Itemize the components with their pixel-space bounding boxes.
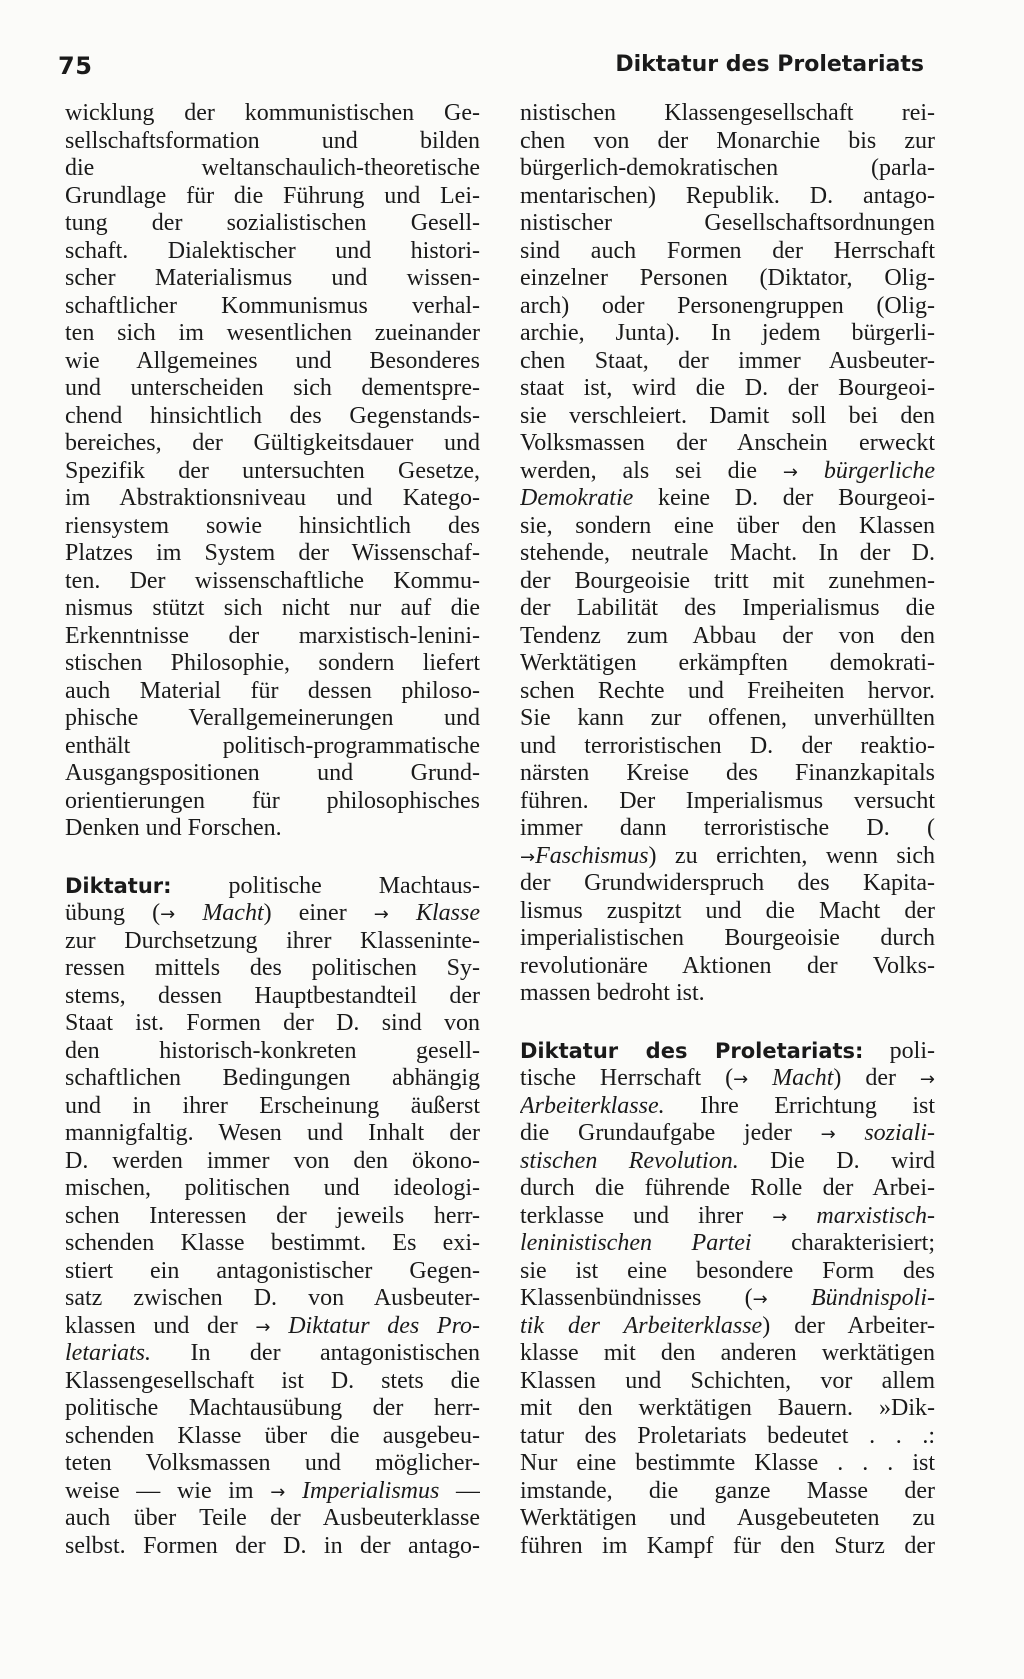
text-line: einzelner Personen (Diktator, Olig-: [520, 265, 935, 291]
text-line: und unterscheiden sich dementspre-: [65, 375, 480, 401]
arrow-icon: →: [373, 904, 389, 925]
entry-line: durch die führende Rolle der Arbei-: [520, 1175, 935, 1201]
text-line: orientierungen für philosophisches: [65, 787, 480, 814]
entry-line: charakterisiert;: [751, 1230, 935, 1256]
text-line: schenden Klasse über die ausgebeu-: [65, 1422, 480, 1449]
arrow-icon: →: [520, 846, 536, 868]
entry-line: klassen und der: [65, 1312, 238, 1339]
text-line: Klassen und Schichten, vor allem: [520, 1367, 935, 1394]
entry-line: ) zu errichten, wenn sich: [648, 842, 935, 869]
text-line: schaftlichen Bedingungen abhängig: [65, 1065, 480, 1091]
text-line: teten Volksmassen und möglicher-: [65, 1450, 480, 1476]
text-line: der Bourgeoisie tritt mit zunehmen-: [520, 567, 935, 594]
text-line: Nur eine bestimmte Klasse . . . ist: [520, 1450, 935, 1476]
text-line: schen Interessen der jeweils herr-: [65, 1202, 480, 1229]
text-line: ten sich im wesentlichen zueinander: [65, 320, 480, 346]
text-line: Spezifik der untersuchten Gesetze,: [65, 457, 480, 484]
text-line: Erkenntnisse der marxistisch-lenini-: [65, 622, 480, 649]
text-line: und terroristischen D. der reaktio-: [520, 732, 935, 759]
text-line: Volksmassen der Anschein erweckt: [520, 430, 935, 456]
text-line: mannigfaltig. Wesen und Inhalt der: [65, 1120, 480, 1146]
text-line: auch Material für dessen philoso-: [65, 677, 480, 704]
text-line: zur Durchsetzung ihrer Klasseninte-: [65, 927, 480, 954]
text-line: die weltanschaulich-theoretische: [65, 155, 480, 181]
entry-line: tische Herrschaft (: [520, 1065, 734, 1091]
text-line: klasse mit den anderen werktätigen: [520, 1340, 935, 1366]
entry-line: Klassenbündnisses (: [520, 1285, 753, 1311]
entry-line: poli-: [863, 1037, 935, 1064]
arrow-icon: →: [820, 1124, 836, 1145]
text-line: politische Machtausübung der herr-: [65, 1395, 480, 1421]
text-line: chend hinsichtlich des Gegenstands-: [65, 402, 480, 429]
right-intro-text: [520, 100, 935, 458]
cross-ref-partei-cont[interactable]: leninistischen Partei: [520, 1230, 752, 1256]
text-line: ten. Der wissenschaftliche Kommu-: [65, 567, 480, 594]
text-line: mentarischen) Republik. D. antago-: [520, 182, 935, 209]
text-line: immer dann terroristische D. (: [520, 815, 935, 841]
text-line: Tendenz zum Abbau der von den: [520, 622, 935, 649]
entry-line: Ihre Errichtung ist: [664, 1092, 935, 1119]
cross-ref-sozialistische-revolution-cont[interactable]: stischen Revolution.: [520, 1147, 739, 1174]
text-line: arch) oder Personengruppen (Olig-: [520, 292, 935, 319]
text-line: D. werden immer von den ökono-: [65, 1147, 480, 1174]
arrow-icon: →: [919, 1069, 935, 1090]
text-line: imperialistischen Bourgeoisie durch: [520, 925, 935, 951]
right-text: [520, 513, 935, 843]
entry-text: [65, 928, 480, 1313]
text-line: tatur des Proletariats bedeutet . . .:: [520, 1422, 935, 1449]
text-line: ressen mittels des politischen Sy-: [65, 955, 480, 981]
left-column: [65, 100, 480, 1560]
cross-ref-diktatur-des-proletariats[interactable]: Diktatur des Pro-: [288, 1312, 480, 1339]
text-line: der Grundwiderspruch des Kapita-: [520, 870, 935, 896]
text-line: närsten Kreise des Finanzkapitals: [520, 760, 935, 786]
text-line: führen. Der Imperialismus versucht: [520, 787, 935, 814]
text-line: Platzes im System der Wissenschaf-: [65, 540, 480, 566]
cross-ref-buendnispolitik-cont[interactable]: tik der Arbeiterklasse: [520, 1312, 763, 1339]
entry-text: [65, 1368, 480, 1478]
arrow-icon: →: [160, 904, 176, 925]
arrow-icon: →: [772, 1206, 788, 1228]
entry-line: ) der Arbeiter-: [762, 1312, 935, 1339]
cross-ref-faschismus[interactable]: Faschismus: [535, 842, 649, 869]
text-line: Werktätigen erkämpften demokrati-: [520, 650, 935, 676]
text-line: Klassengesellschaft ist D. stets die: [65, 1367, 480, 1394]
right-column: [520, 100, 935, 1560]
cross-ref-buergerliche-demokratie-cont[interactable]: Demokratie: [520, 485, 634, 511]
text-line: massen bedroht ist.: [520, 980, 705, 1006]
running-title: Diktatur des Proletariats: [615, 52, 924, 77]
text-line: stems, dessen Hauptbestandteil der: [65, 982, 480, 1009]
text-line: den historisch-konkreten gesell-: [65, 1037, 480, 1064]
text-line: bürgerlich-demokratischen (parla-: [520, 155, 935, 181]
entry-line: ) der: [833, 1065, 896, 1091]
left-intro-text: [65, 100, 480, 843]
text-line: chen von der Monarchie bis zur: [520, 127, 935, 154]
entry-line: terklasse und ihrer: [520, 1202, 744, 1229]
text-line: Ausgangspositionen und Grund-: [65, 760, 480, 786]
arrow-icon: →: [270, 1481, 286, 1503]
text-line: Denken und Forschen.: [65, 815, 282, 841]
text-line: sie verschleiert. Damit soll bei den: [520, 402, 935, 429]
text-line: stehende, neutrale Macht. In der D.: [520, 540, 935, 566]
text-line: staat ist, wird die D. der Bourgeoi-: [520, 375, 935, 401]
cross-ref-imperialismus[interactable]: Imperialismus: [302, 1477, 440, 1504]
lemma-diktatur-des-proletariats: Diktatur des Proletariats:: [520, 1038, 864, 1063]
entry-line: weise — wie im: [65, 1477, 254, 1504]
text-line: schaft. Dialektischer und histori-: [65, 237, 480, 264]
lemma-diktatur: Diktatur:: [65, 873, 172, 898]
text-line: nismus stützt sich nicht nur auf die: [65, 595, 480, 621]
text-line: bereiches, der Gültigkeitsdauer und: [65, 430, 480, 456]
entry-diktatur-des-proletariats: [520, 1038, 935, 1561]
text-line: imstande, die ganze Masse der: [520, 1477, 935, 1504]
text-line: wicklung der kommunistischen Ge-: [65, 100, 480, 126]
cross-ref-diktatur-des-proletariats-cont[interactable]: letariats.: [65, 1340, 152, 1366]
text-line: im Abstraktionsniveau und Katego-: [65, 485, 480, 511]
arrow-icon: →: [752, 1289, 768, 1310]
text-line: mischen, politischen und ideologi-: [65, 1175, 480, 1201]
cross-ref-buergerliche-demokratie[interactable]: bürgerliche: [823, 457, 935, 484]
text-line: nistischen Klassengesellschaft rei-: [520, 100, 935, 126]
cross-ref-arbeiterklasse[interactable]: Arbeiterklasse.: [520, 1092, 665, 1119]
text-line: und in ihrer Erscheinung äußerst: [65, 1092, 480, 1119]
cross-ref-macht[interactable]: Macht: [772, 1065, 834, 1091]
text-line: revolutionäre Aktionen der Volks-: [520, 952, 935, 979]
text-line: phische Verallgemeinerungen und: [65, 705, 480, 731]
text-line: selbst. Formen der D. in der antago-: [65, 1532, 480, 1559]
entry-text: [65, 1505, 480, 1560]
text-line: nistischer Gesellschaftsordnungen: [520, 210, 935, 236]
text-line: riensystem sowie hinsichtlich des: [65, 512, 480, 539]
entry-line: sie ist eine besondere Form des: [520, 1257, 935, 1284]
entry-line: In der antagonistischen: [151, 1340, 480, 1366]
text-line: sie, sondern eine über den Klassen: [520, 512, 935, 539]
cross-ref-buendnispolitik[interactable]: Bündnispoli-: [811, 1285, 935, 1311]
arrow-icon: →: [255, 1316, 271, 1338]
text-line: Grundlage für die Führung und Lei-: [65, 182, 480, 209]
text-line: der Labilität des Imperialismus die: [520, 595, 935, 621]
text-line: mit den werktätigen Bauern. »Dik-: [520, 1395, 935, 1421]
cross-ref-macht[interactable]: Macht: [202, 900, 264, 926]
page-number: 75: [58, 52, 93, 80]
text-line: stiert ein antagonistischer Gegen-: [65, 1257, 480, 1284]
entry-line: ) einer: [263, 900, 347, 926]
entry-line: —: [439, 1477, 480, 1504]
text-line: satz zwischen D. von Ausbeuter-: [65, 1285, 480, 1311]
text-line: lismus zuspitzt und die Macht der: [520, 897, 935, 924]
text-line: Staat ist. Formen der D. sind von: [65, 1010, 480, 1036]
text-line: schaftlicher Kommunismus verhal-: [65, 292, 480, 319]
text-line: auch über Teile der Ausbeuterklasse: [65, 1505, 480, 1531]
entry-line: keine D. der Bourgeoi-: [633, 485, 935, 511]
text-line: archie, Junta). In jedem bürgerli-: [520, 320, 935, 346]
text-line: führen im Kampf für den Sturz der: [520, 1532, 935, 1559]
text-line: Werktätigen und Ausgebeuteten zu: [520, 1505, 935, 1531]
text-line: wie Allgemeines und Besonderes: [65, 347, 480, 374]
entry-text: [520, 1340, 935, 1560]
entry-line: Die D. wird: [738, 1147, 935, 1174]
entry-line: politische Machtaus-: [228, 872, 480, 899]
text-line: schenden Klasse bestimmt. Es exi-: [65, 1230, 480, 1256]
text-line: enthält politisch-programmatische: [65, 732, 480, 759]
text-line: scher Materialismus und wissen-: [65, 265, 480, 291]
text-line: stischen Philosophie, sondern liefert: [65, 650, 480, 676]
arrow-icon: →: [782, 461, 798, 483]
text-line: sellschaftsformation und bilden: [65, 127, 480, 154]
text-line: sind auch Formen der Herrschaft: [520, 237, 935, 264]
text-line: Sie kann zur offenen, unverhüllten: [520, 705, 935, 731]
text-line: chen Staat, der immer Ausbeuter-: [520, 347, 935, 374]
entry-diktatur: [65, 873, 480, 1561]
arrow-icon: →: [733, 1069, 749, 1090]
text-line: tung der sozialistischen Gesell-: [65, 210, 480, 236]
right-text: [520, 870, 935, 1008]
cross-ref-klasse[interactable]: Klasse: [416, 900, 480, 926]
text-line: schen Rechte und Freiheiten hervor.: [520, 677, 935, 704]
entry-line: übung (: [65, 900, 161, 926]
entry-line: die Grundaufgabe jeder: [520, 1120, 792, 1146]
cross-ref-partei[interactable]: marxistisch-: [816, 1202, 935, 1229]
entry-line: werden, als sei die: [520, 457, 757, 484]
cross-ref-sozialistische-revolution[interactable]: soziali-: [864, 1120, 935, 1146]
